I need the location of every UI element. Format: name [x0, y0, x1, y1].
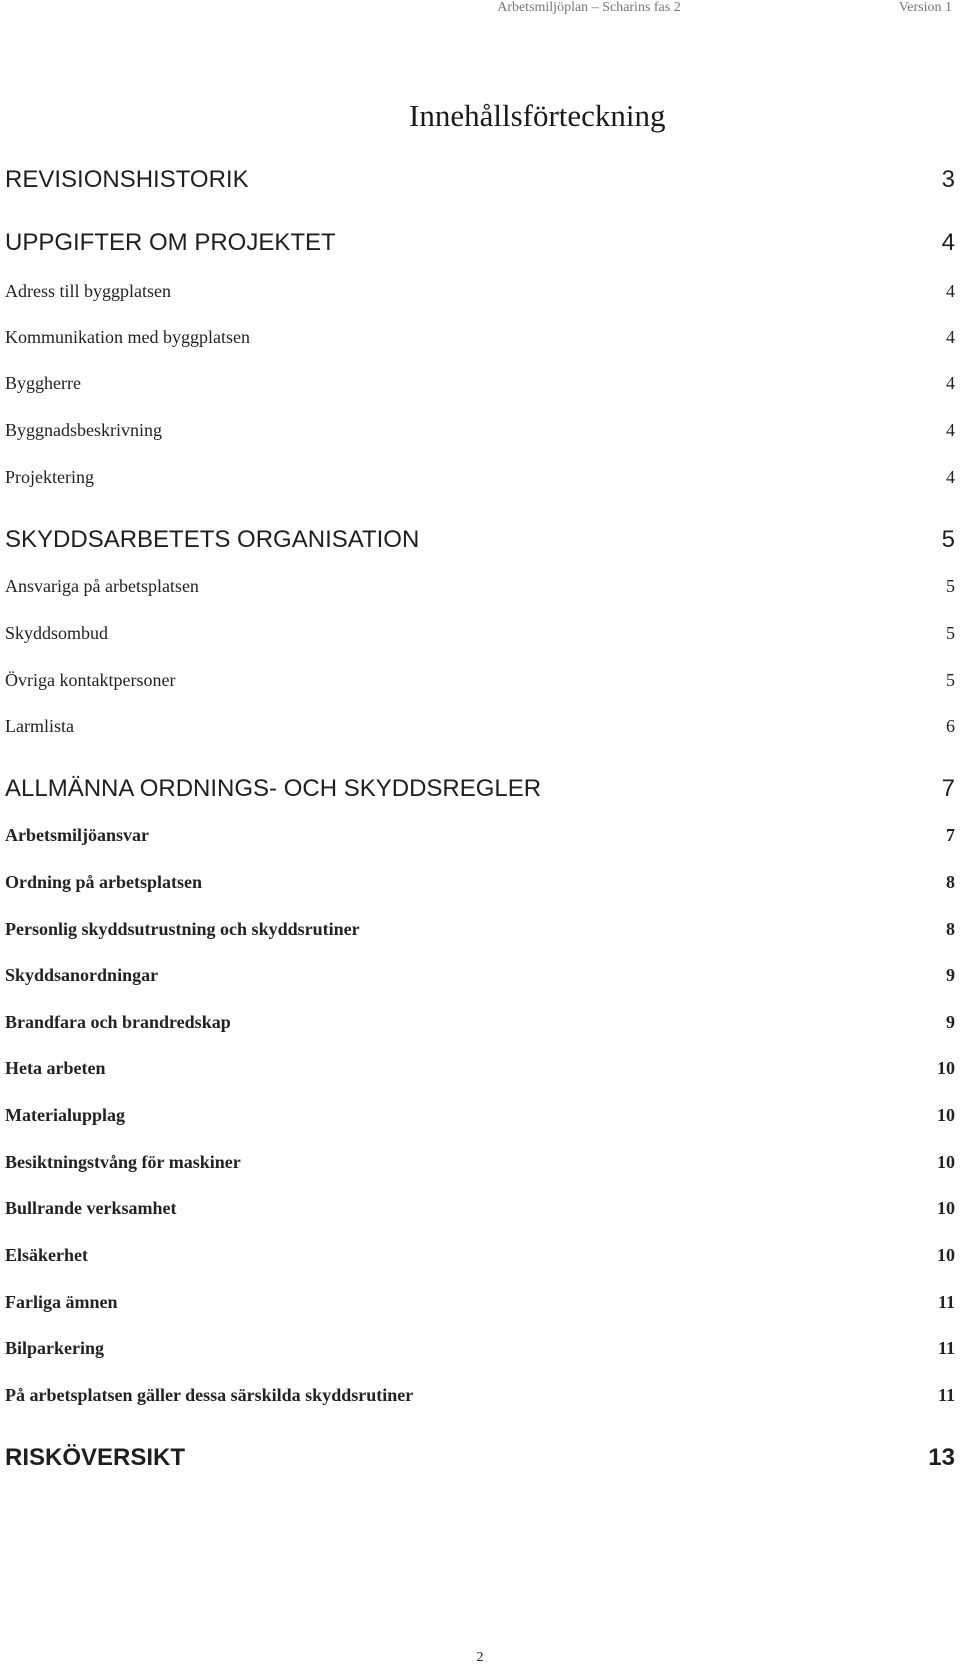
toc-entry-page: 10 — [937, 1105, 955, 1125]
toc-entry-label: REVISIONSHISTORIK — [5, 166, 249, 193]
toc-entry-label: Brandfara och brandredskap — [5, 1012, 231, 1032]
toc-entry-page: 4 — [946, 281, 955, 301]
toc-entry-page: 7 — [946, 825, 955, 845]
toc-entry[interactable] — [5, 775, 955, 803]
toc-entry[interactable] — [5, 825, 955, 846]
toc-entry[interactable] — [5, 467, 955, 488]
toc-entry[interactable] — [5, 919, 955, 940]
toc-entry[interactable] — [5, 965, 955, 986]
toc-entry-label: Bilparkering — [5, 1338, 105, 1358]
toc-entry-page: 11 — [937, 1385, 955, 1405]
toc-entry[interactable] — [5, 1245, 955, 1266]
toc-entry-page: 10 — [937, 1245, 955, 1265]
toc-entry-label: Bullrande verksamhet — [5, 1198, 177, 1218]
toc-entry-page: 4 — [946, 373, 955, 393]
toc-entry-label: Arbetsmiljöansvar — [5, 825, 149, 845]
toc-entry-page: 5 — [946, 670, 955, 690]
toc-entry[interactable] — [5, 1198, 955, 1219]
toc-entry[interactable] — [5, 420, 955, 441]
header-document-title: Arbetsmiljöplan – Scharins fas 2 — [497, 0, 681, 15]
toc-entry[interactable] — [5, 1105, 955, 1126]
toc-entry-label: Övriga kontaktpersoner — [5, 670, 176, 690]
toc-entry-page: 5 — [941, 526, 955, 553]
toc-entry-label: RISKÖVERSIKT — [5, 1444, 186, 1471]
toc-entry[interactable] — [5, 327, 955, 348]
toc-entry-page: 5 — [946, 623, 955, 643]
toc-entry-label: ALLMÄNNA ORDNINGS- OCH SKYDDSREGLER — [5, 775, 542, 802]
toc-entry-label: Personlig skyddsutrustning och skyddsrutiner — [5, 919, 360, 939]
toc-entry-page: 10 — [937, 1198, 955, 1218]
toc-entry-label: Byggherre — [5, 373, 81, 393]
toc-entry-page: 6 — [946, 716, 955, 736]
toc-entry-label: Kommunikation med byggplatsen — [5, 327, 250, 347]
toc-entry-label: UPPGIFTER OM PROJEKTET — [5, 229, 336, 256]
toc-entry-label: Ordning på arbetsplatsen — [5, 872, 203, 892]
toc-entry[interactable] — [5, 281, 955, 302]
toc-entry-page: 11 — [937, 1338, 955, 1358]
toc-entry[interactable] — [5, 623, 955, 644]
toc-entry-page: 10 — [937, 1152, 955, 1172]
toc-entry-page: 8 — [946, 872, 955, 892]
toc-entry-label: Ansvariga på arbetsplatsen — [5, 576, 199, 596]
toc-entry-page: 9 — [946, 1012, 955, 1032]
toc-entry-page: 9 — [946, 965, 955, 985]
toc-entry-page: 8 — [946, 919, 955, 939]
toc-entry-page: 4 — [946, 420, 955, 440]
toc-entry-page: 4 — [946, 467, 955, 487]
toc-entry-label: Heta arbeten — [5, 1058, 106, 1078]
toc-entry[interactable] — [5, 373, 955, 394]
toc-entry-label: Farliga ämnen — [5, 1292, 118, 1312]
toc-entry[interactable] — [5, 1385, 955, 1406]
toc-entry-label: Skyddsombud — [5, 623, 109, 643]
toc-entry-page: 3 — [941, 166, 955, 193]
toc-entry-label: Elsäkerhet — [5, 1245, 88, 1265]
header-version: Version 1 — [898, 0, 952, 15]
toc-title: Innehållsförteckning — [409, 98, 666, 133]
toc-entry-label: Besiktningstvång för maskiner — [5, 1152, 241, 1172]
toc-entry[interactable] — [5, 1292, 955, 1313]
toc-entry-label: SKYDDSARBETETS ORGANISATION — [5, 526, 420, 553]
toc-entry[interactable] — [5, 872, 955, 893]
page-footer — [0, 1650, 960, 1666]
toc-entry[interactable] — [5, 576, 955, 597]
toc-entry-page: 13 — [928, 1444, 955, 1471]
toc-entry-page: 4 — [946, 327, 955, 347]
toc-entry-page: 7 — [941, 775, 955, 802]
running-header — [497, 0, 952, 14]
toc-entry[interactable] — [5, 166, 955, 194]
toc-entry-label: Larmlista — [5, 716, 74, 736]
toc-entry[interactable] — [5, 1338, 955, 1359]
toc-entry-page: 4 — [941, 229, 955, 256]
toc-entry-label: Projektering — [5, 467, 94, 487]
toc-entry[interactable] — [5, 670, 955, 691]
toc-entry-label: Adress till byggplatsen — [5, 281, 171, 301]
page-number: 2 — [476, 1650, 484, 1665]
toc-entry[interactable] — [5, 1444, 955, 1472]
toc-entry-page: 10 — [937, 1058, 955, 1078]
toc-entry-page: 11 — [937, 1292, 955, 1312]
toc-entry[interactable] — [5, 1152, 955, 1173]
toc-entry[interactable] — [5, 1012, 955, 1033]
toc-entry-label: Byggnadsbeskrivning — [5, 420, 162, 440]
toc-entry-page: 5 — [946, 576, 955, 596]
toc-entry[interactable] — [5, 1058, 955, 1079]
toc-entry-label: Materialupplag — [5, 1105, 125, 1125]
toc-entry[interactable] — [5, 526, 955, 554]
toc-entry-label: På arbetsplatsen gäller dessa särskilda skyddsrutiner — [5, 1385, 414, 1405]
toc-entry-label: Skyddsanordningar — [5, 965, 159, 985]
toc-entry[interactable] — [5, 229, 955, 257]
toc-entry[interactable] — [5, 716, 955, 737]
